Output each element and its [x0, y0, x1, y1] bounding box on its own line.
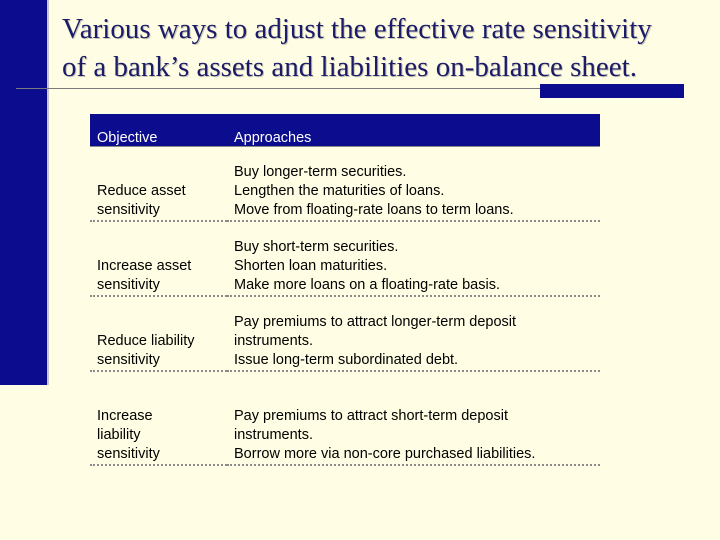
objective-cell [90, 221, 227, 296]
objective-line: sensitivity [97, 446, 160, 462]
title-line-2: of a bank’s assets and liabilities on-balance sheet. [62, 51, 637, 83]
approach-line: instruments. [234, 333, 313, 349]
approach-line: Borrow more via non-core purchased liabilities. [234, 446, 536, 462]
left-accent-bar-edge [47, 0, 49, 385]
table-row [90, 221, 600, 296]
approach-line: Pay premiums to attract short-term deposit [234, 408, 508, 424]
table-row [90, 147, 600, 222]
approaches-table [90, 114, 600, 466]
table-row [90, 296, 600, 371]
objective-line: sensitivity [97, 352, 160, 368]
objective-line: Reduce asset [97, 183, 186, 199]
approach-line: Shorten loan maturities. [234, 258, 388, 274]
approaches-cell [227, 147, 600, 222]
approaches-cell [227, 296, 600, 371]
objective-line: Increase asset [97, 258, 192, 274]
objective-line: Reduce liability [97, 333, 195, 349]
objective-cell [90, 296, 227, 371]
approach-line: Issue long-term subordinated debt. [234, 352, 459, 368]
header-objective: Objective [90, 114, 227, 147]
left-accent-bar [0, 0, 47, 385]
objective-line: sensitivity [97, 202, 160, 218]
objective-cell [90, 147, 227, 222]
title-underline [16, 88, 540, 89]
table-row [90, 371, 600, 465]
slide-title [62, 10, 718, 86]
approach-line: Move from floating-rate loans to term loans. [234, 202, 514, 218]
approach-line: Pay premiums to attract longer-term deposit [234, 314, 517, 330]
table-header-row [90, 114, 600, 147]
title-line-1: Various ways to adjust the effective rate sensitivity [62, 13, 652, 45]
approach-line: Lengthen the maturities of loans. [234, 183, 445, 199]
objective-line: sensitivity [97, 277, 160, 293]
title-accent-block [540, 84, 684, 98]
approach-line: Buy longer-term securities. [234, 164, 407, 180]
approaches-cell [227, 221, 600, 296]
objective-line: liability [97, 427, 141, 443]
approach-line: instruments. [234, 427, 313, 443]
approach-line: Buy short-term securities. [234, 239, 399, 255]
objective-line: Increase [97, 408, 153, 424]
approaches-cell [227, 371, 600, 465]
approach-line: Make more loans on a floating-rate basis. [234, 277, 500, 293]
header-approaches: Approaches [227, 114, 600, 147]
objective-cell [90, 371, 227, 465]
